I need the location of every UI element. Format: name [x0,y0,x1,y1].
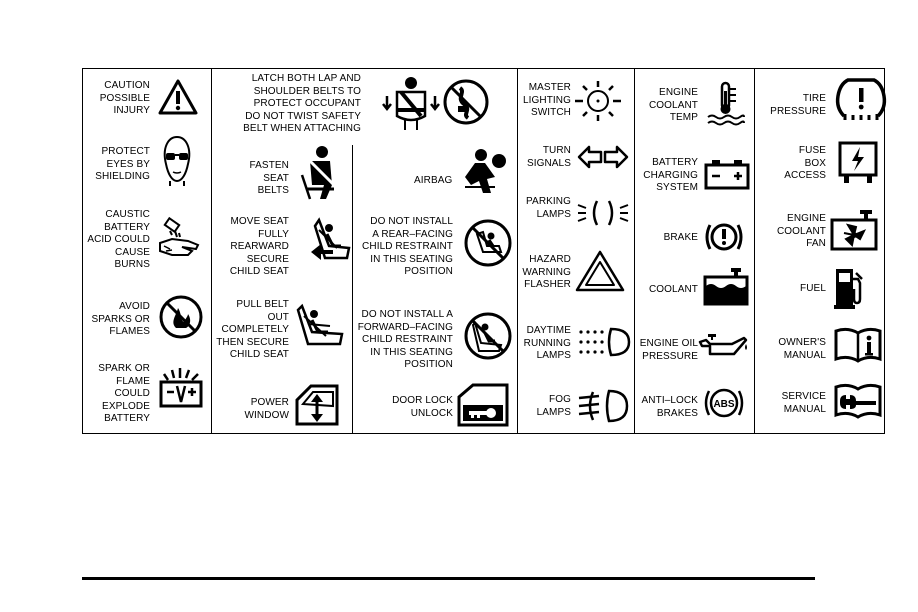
fasten-seat-belt-icon [296,145,340,201]
abs-warning-icon [703,385,745,421]
label-brake: BRAKE [663,232,698,243]
label-move-seat: MOVE SEAT FULLY REARWARD SECURE CHILD SEAT [229,216,289,278]
parking-lamps-icon [576,196,630,230]
label-airbag: AIRBAG [414,175,453,186]
battery-icon [704,158,750,190]
coolant-temp-thermometer-icon [706,81,746,125]
label-caution: CAUTION POSSIBLE INJURY [99,80,150,117]
column-divider [754,68,755,434]
coolant-fan-icon [830,209,880,251]
no-flames-icon [158,294,204,340]
battery-spark-icon [158,368,204,410]
acid-hand-icon [158,217,200,263]
column-divider [634,68,635,434]
label-power-window: POWER WINDOW [244,397,289,421]
label-anti-lock: ANTI–LOCK BRAKES [641,395,698,419]
column-divider [517,68,518,434]
abs-text: ABS [713,399,735,410]
turn-signals-icon [577,145,629,169]
label-fuel: FUEL [800,283,826,294]
eye-shield-face-icon [160,134,194,186]
footer-rule [82,577,815,580]
airbag-icon [455,147,507,195]
daytime-running-lamps-icon [577,326,629,358]
power-window-icon [295,384,339,426]
label-fuse-box: FUSE BOX ACCESS [784,145,826,182]
label-coolant: COOLANT [648,284,698,295]
label-hazard-flasher: HAZARD WARNING FLASHER [522,254,571,291]
label-engine-coolant-fan: ENGINE COOLANT FAN [776,213,826,250]
owners-manual-book-icon [834,327,882,363]
no-forward-facing-child-seat-icon [463,311,513,361]
fuel-pump-icon [834,267,864,309]
label-latch-belts: LATCH BOTH LAP AND SHOULDER BELTS TO PROTECT OCCUPANT DO NOT TWIST SAFETY BELT WHEN ATTACHING [243,73,361,135]
label-engine-coolant-temp: ENGINE COOLANT TEMP [648,87,698,124]
move-seat-rearward-icon [289,216,351,264]
label-no-rear-facing: DO NOT INSTALL A REAR–FACING CHILD RESTRAINT IN THIS SEATING POSITION [362,216,453,278]
label-fasten-belts: FASTEN SEAT BELTS [249,160,289,197]
column-divider [211,68,212,434]
label-spark-explode: SPARK OR FLAME COULD EXPLODE BATTERY [98,363,150,425]
label-daytime-running: DAYTIME RUNNING LAMPS [523,325,571,362]
label-caustic-acid: CAUSTIC BATTERY ACID COULD CAUSE BURNS [87,209,150,271]
coolant-reservoir-icon [703,266,749,306]
brake-warning-icon [703,219,745,255]
label-no-forward-facing: DO NOT INSTALL A FORWARD–FACING CHILD RESTRAINT IN THIS SEATING POSITION [357,309,453,371]
label-engine-oil: ENGINE OIL PRESSURE [639,338,698,362]
column-divider [352,145,353,434]
oil-can-icon [698,332,750,360]
fuse-box-icon [836,141,880,185]
label-turn-signals: TURN SIGNALS [526,145,571,169]
hazard-triangle-icon [575,250,625,292]
warning-triangle-icon [158,79,198,115]
label-service-manual: SERVICE MANUAL [781,391,826,415]
label-master-lighting: MASTER LIGHTING SWITCH [522,82,571,119]
child-seat-belt-icon [298,304,350,348]
label-owners-manual: OWNER'S MANUAL [778,337,826,361]
label-protect-eyes: PROTECT EYES BY SHIELDING [95,146,150,183]
label-door-lock: DOOR LOCK UNLOCK [392,395,453,419]
label-avoid-sparks: AVOID SPARKS OR FLAMES [91,301,150,338]
no-twist-belt-icon [442,78,490,126]
label-parking-lamps: PARKING LAMPS [526,196,571,220]
seat-belt-latch-icon [381,76,441,130]
label-battery-charging: BATTERY CHARGING SYSTEM [643,157,698,194]
tire-pressure-icon [836,78,886,122]
fog-lamps-icon [577,388,627,424]
label-fog-lamps: FOG LAMPS [536,394,571,418]
master-lighting-sun-icon [573,79,623,123]
label-tire-pressure: TIRE PRESSURE [770,93,826,117]
no-rear-facing-child-seat-icon [463,218,513,268]
label-pull-belt: PULL BELT OUT COMPLETELY THEN SECURE CHILD SEAT [216,299,289,361]
service-manual-wrench-book-icon [834,383,882,419]
door-lock-key-icon [457,383,509,427]
